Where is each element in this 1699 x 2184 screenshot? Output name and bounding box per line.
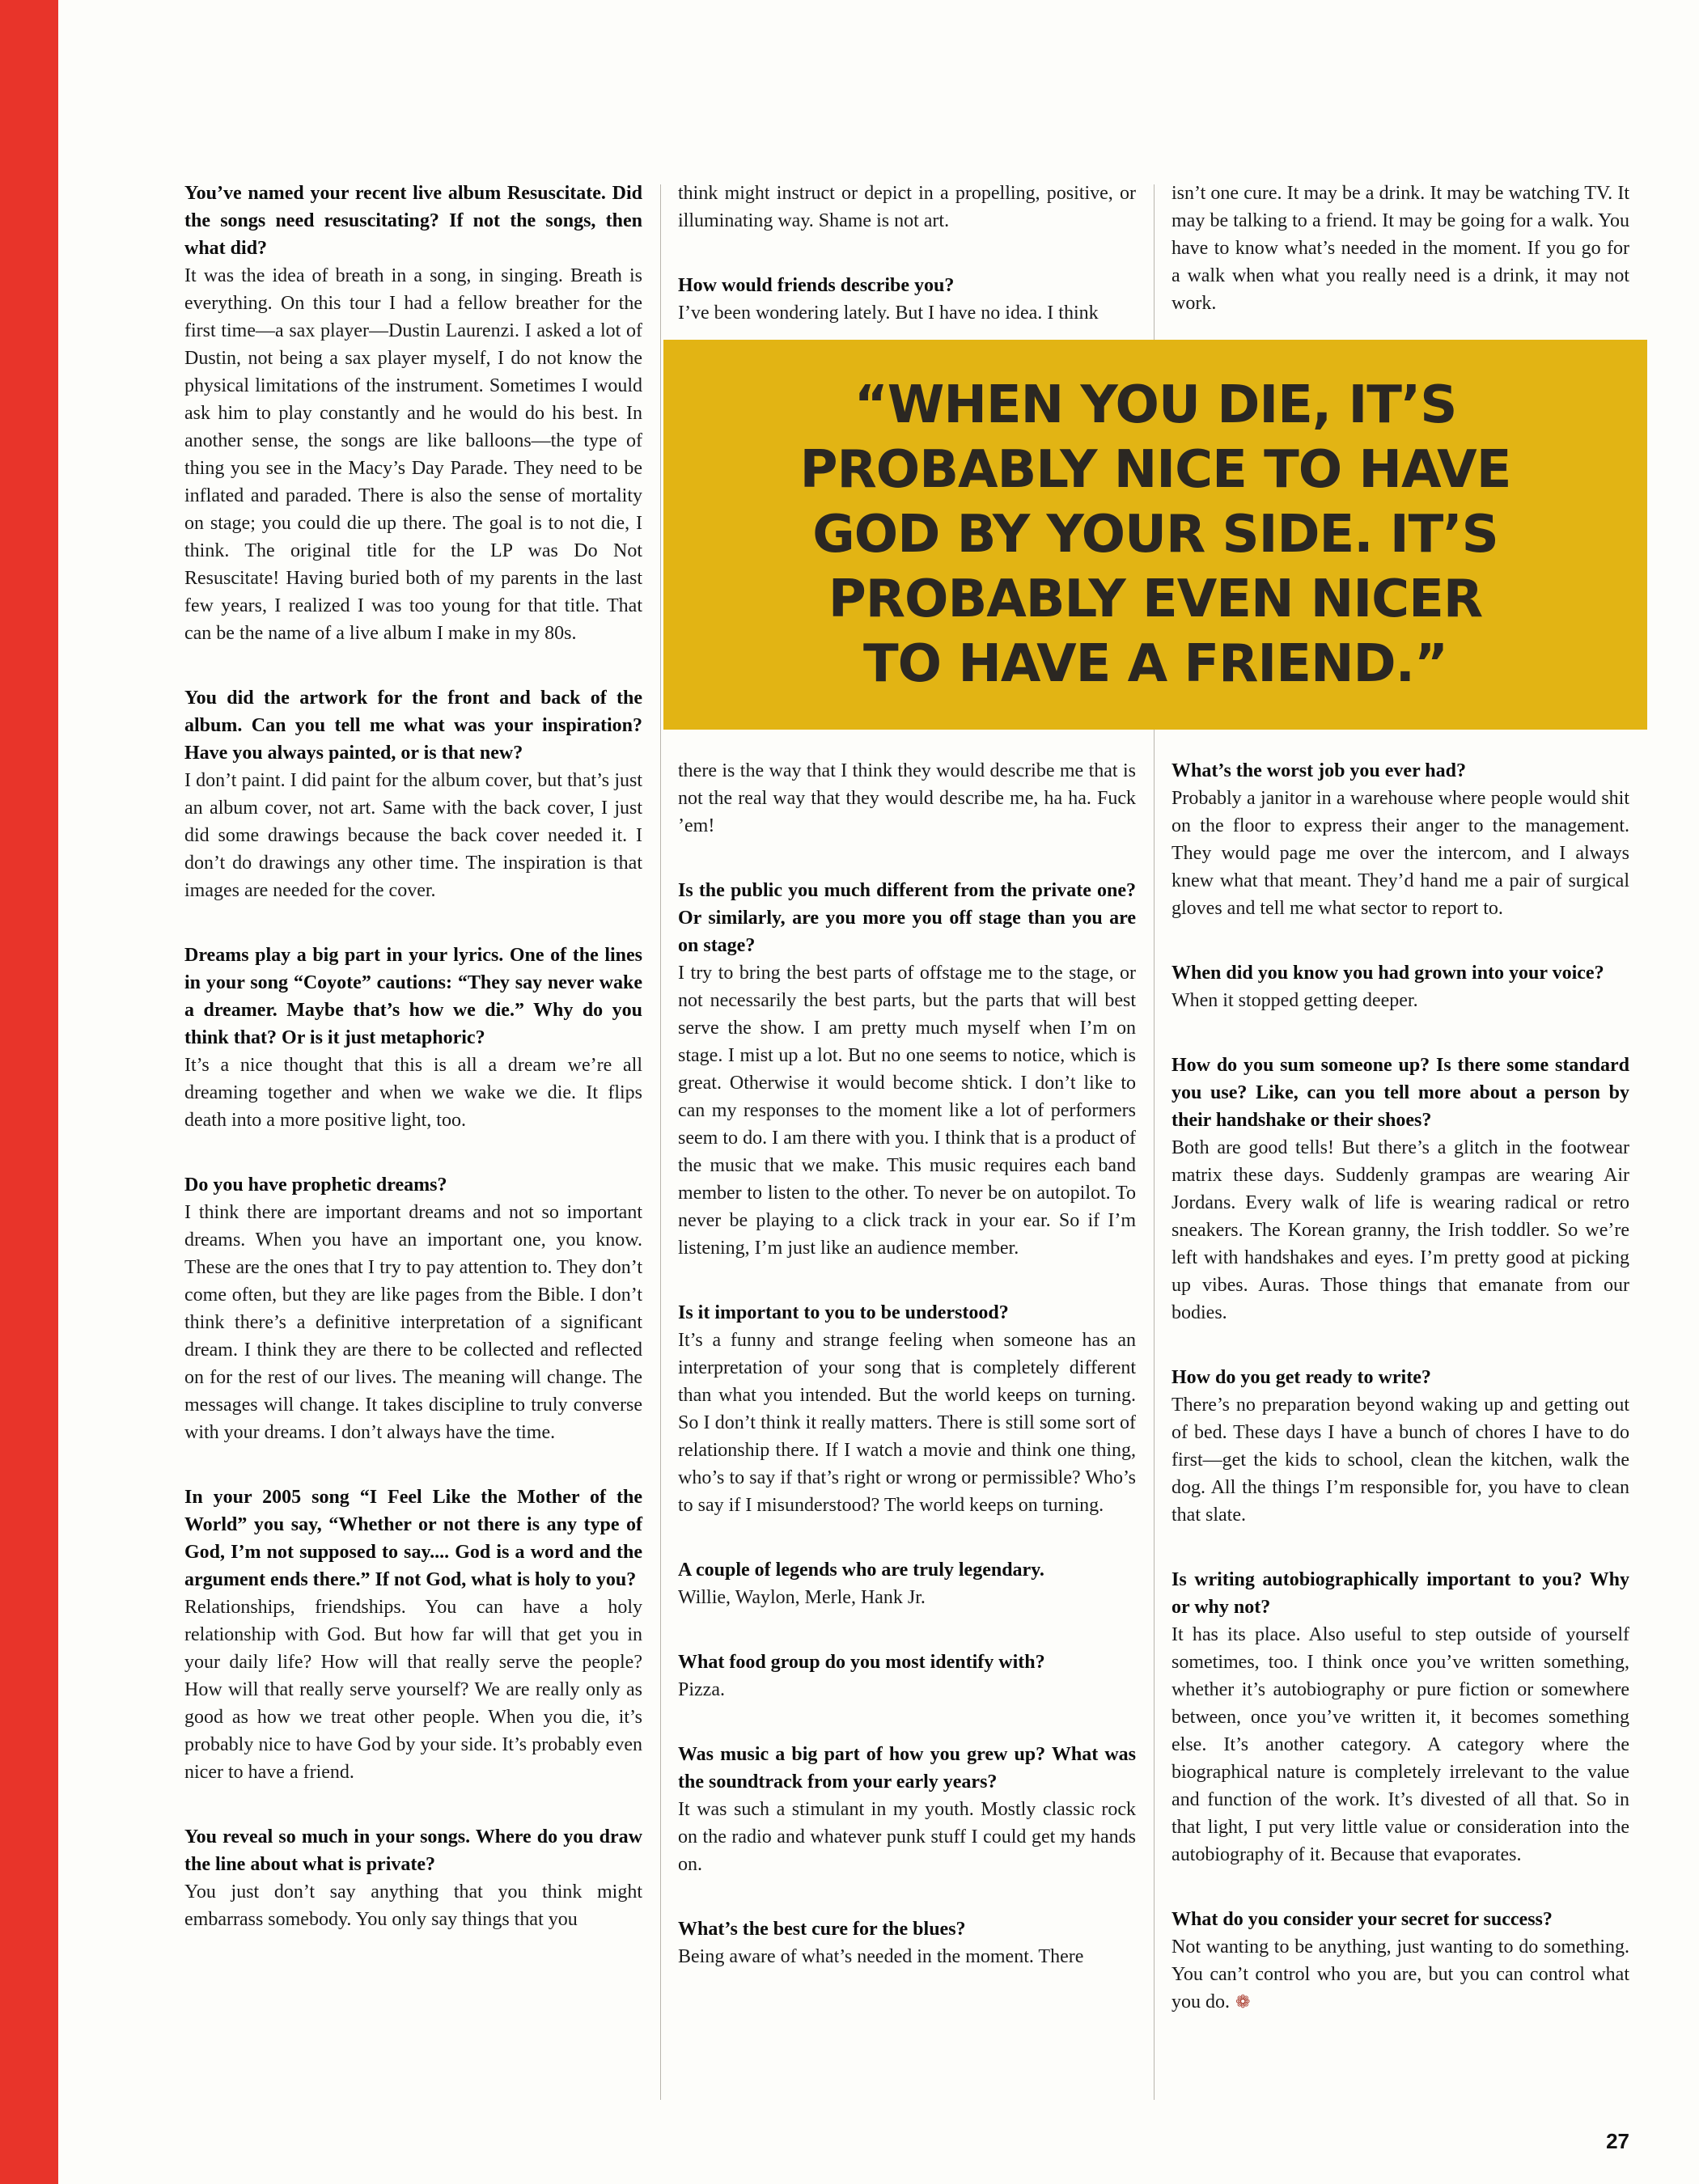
interview-question: What do you consider your secret for success?: [1172, 1909, 1553, 1930]
interview-question: How would friends describe you?: [678, 275, 955, 296]
interview-answer: Both are good tells! But there’s a glitch in the footwear matrix these days. Suddenly grampas are wearing Air Jordans. Every walk of life is wearing radical or retro sneakers. The Korean granny, the Irish toddler. So we’re left with handshakes and eyes. I’m pretty good at picking up vibes. Auras. Those things that emanate from our bodies.: [1172, 1137, 1629, 1323]
interview-answer: It was the idea of breath in a song, in singing. Breath is everything. On this tour I had a fellow breather for the first time—a sax player—Dustin Laurenzi. I asked a lot of Dustin, not being a sax player myself, I do not know the physical limitations of the instrument. Sometimes I would ask him to play constantly and he would do his best. In another sense, the songs are like balloons—the type of thing you see in the Macy’s Day Parade. They need to be inflated and paraded. There is also the sense of mortality on stage; you could die up there. The goal is to not die, I think. The original title for the LP was Do Not Resuscitate! Having buried both of my parents in the last few years, I realized I was too young for that title. That can be the name of a live album I make in my 80s.: [184, 265, 642, 644]
interview-answer: It has its place. Also useful to step outside of yourself sometimes, too. I think once you’ve written something, whether it’s autobiography or pure fiction or somewhere between, once you’ve written it, it becomes something else. It’s another category. A category where the biographical nature is completely irrelevant to the value and function of the work. It’s divested of all that. So in that light, I put very little value or consideration into the autobiography of it. Because that evaporates.: [1172, 1624, 1629, 1865]
interview-answer: When it stopped getting deeper.: [1172, 990, 1418, 1011]
interview-answer: Probably a janitor in a warehouse where people would shit on the floor to express their anger to the management. They would page me over the intercom, and I always knew what that meant. They’d hand me a pair of surgical gloves and tell me what sector to report to.: [1172, 788, 1629, 919]
pull-quote-line: GOD BY YOUR SIDE. IT’S: [812, 505, 1498, 565]
interview-question: Was music a big part of how you grew up? What was the soundtrack from your early years?: [678, 1744, 1136, 1792]
interview-answer: Willie, Waylon, Merle, Hank Jr.: [678, 1587, 926, 1608]
interview-answer: It’s a funny and strange feeling when someone has an interpretation of your song that is completely different than what you intended. But the world keeps on turning. So I don’t think it really matters. There is still some sort of relationship there. If I watch a movie and think one thing, who’s to say if that’s right or wrong or permissible? Who’s to say if I misunderstood? The world keeps on turning.: [678, 1330, 1136, 1516]
interview-question: What’s the best cure for the blues?: [678, 1919, 966, 1940]
pull-quote: [663, 340, 1647, 730]
interview-answer: I try to bring the best parts of offstage me to the stage, or not necessarily the best parts, but the parts that will best serve the show. I am pretty much myself when I’m on stage. I mist up a lot. But no one seems to notice, which is great. Otherwise it would become shtick. I don’t like to can my responses to the moment like a lot of performers seem to do. I am there with you. I think that is a product of the music that we make. This music requires each band member to listen to the other. To never be on autopilot. To never be playing to a click track in your ear. So if I’m listening, I’m just like an audience member.: [678, 963, 1136, 1259]
interview-question: How do you sum someone up? Is there some standard you use? Like, can you tell more about a person by their handshake or their shoes?: [1172, 1055, 1629, 1131]
interview-answer: Being aware of what’s needed in the moment. There: [678, 1946, 1084, 1967]
spine-accent-bar: [0, 0, 58, 2184]
interview-answer: Relationships, friendships. You can have a holy relationship with God. But how far will that get you in your daily life? How will that really serve the people? How will that really serve yourself? We are really only as good as how we treat other people. When you die, it’s probably nice to have God by your side. It’s probably even nicer to have a friend.: [184, 1597, 642, 1783]
interview-answer: I don’t paint. I did paint for the album cover, but that’s just an album cover, not art. Same with the back cover, I just did some drawings because the back cover needed it. I don’t do drawings any other time. The inspiration is that images are needed for the cover.: [184, 770, 642, 901]
interview-column-left: [184, 180, 642, 1933]
column-divider: [660, 184, 661, 2100]
pull-quote-line: “WHEN YOU DIE, IT’S: [854, 375, 1457, 435]
interview-question: You’ve named your recent live album Resuscitate. Did the songs need resuscitating? If not the songs, then what did?: [184, 183, 642, 259]
interview-question: You did the artwork for the front and back of the album. Can you tell me what was your inspiration? Have you always painted, or is that new?: [184, 688, 642, 764]
interview-question: Dreams play a big part in your lyrics. One of the lines in your song “Coyote” cautions: “They say never wake a dreamer. Maybe that’s how we die.” Why do you think that? Or is it just metaphoric?: [184, 945, 642, 1048]
end-mark-icon: ❁: [1230, 1992, 1251, 2013]
interview-question: In your 2005 song “I Feel Like the Mother of the World” you say, “Whether or not there is any type of God, I’m not supposed to say.... God is a word and the argument ends there.” If not God, what is holy to you?: [184, 1487, 642, 1590]
interview-answer: Pizza.: [678, 1679, 725, 1700]
interview-question: How do you get ready to write?: [1172, 1367, 1431, 1388]
interview-answer: It’s a nice thought that this is all a dream we’re all dreaming together and when we wake we die. It flips death into a more positive light, too.: [184, 1055, 642, 1131]
pull-quote-line: PROBABLY NICE TO HAVE: [799, 440, 1511, 500]
interview-answer: think might instruct or depict in a propelling, positive, or illuminating way. Shame is not art.: [678, 183, 1136, 231]
interview-answer: there is the way that I think they would describe me that is not the real way that they would describe me, ha ha. Fuck ’em!: [678, 760, 1136, 836]
interview-answer: There’s no preparation beyond waking up and getting out of bed. These days I have a bunch of chores I have to do first—get the kids to school, clean the kitchen, walk the dog. All the things I’m responsible for, you have to clean that slate.: [1172, 1395, 1629, 1526]
interview-answer: I’ve been wondering lately. But I have no idea. I think: [678, 303, 1099, 324]
interview-column-right-top: [1172, 180, 1629, 317]
interview-question: When did you know you had grown into your voice?: [1172, 963, 1604, 984]
interview-column-middle: [678, 757, 1136, 1970]
interview-question: You reveal so much in your songs. Where do you draw the line about what is private?: [184, 1826, 642, 1875]
pull-quote-line: TO HAVE A FRIEND.”: [862, 634, 1448, 694]
interview-question: Is the public you much different from the private one? Or similarly, are you more you off stage than you are on stage?: [678, 880, 1136, 956]
pull-quote-line: PROBABLY EVEN NICER: [828, 569, 1483, 629]
interview-column-middle-top: [678, 180, 1136, 327]
interview-question: What’s the worst job you ever had?: [1172, 760, 1466, 781]
interview-question: A couple of legends who are truly legendary.: [678, 1560, 1044, 1581]
interview-question: Is writing autobiographically important to you? Why or why not?: [1172, 1569, 1629, 1618]
page-number: 27: [1606, 2129, 1629, 2153]
interview-answer: It was such a stimulant in my youth. Mostly classic rock on the radio and whatever punk stuff I could get my hands on.: [678, 1799, 1136, 1875]
interview-column-right: [1172, 757, 1629, 2017]
interview-answer: Not wanting to be anything, just wanting to do something. You can’t control who you are, but you can control what you do. ❁: [1172, 1936, 1629, 2013]
interview-answer: I think there are important dreams and not so important dreams. When you have an important one, you know. These are the ones that I try to pay attention to. They don’t come often, but they are like pages from the Bible. I don’t think there’s a definitive interpretation of a significant dream. I think they are there to be collected and reflected on for the rest of our lives. The meaning will change. The messages will change. It takes discipline to truly converse with your dreams. I don’t always have the time.: [184, 1202, 642, 1443]
interview-question: What food group do you most identify with?: [678, 1652, 1045, 1673]
interview-answer: isn’t one cure. It may be a drink. It may be watching TV. It may be talking to a friend. It may be going for a walk. You have to know what’s needed in the moment. If you go for a walk when what you really need is a drink, it may not work.: [1172, 183, 1629, 314]
interview-question: Is it important to you to be understood?: [678, 1302, 1009, 1323]
interview-question: Do you have prophetic dreams?: [184, 1175, 447, 1196]
interview-answer: You just don’t say anything that you think might embarrass somebody. You only say things that you: [184, 1881, 642, 1930]
